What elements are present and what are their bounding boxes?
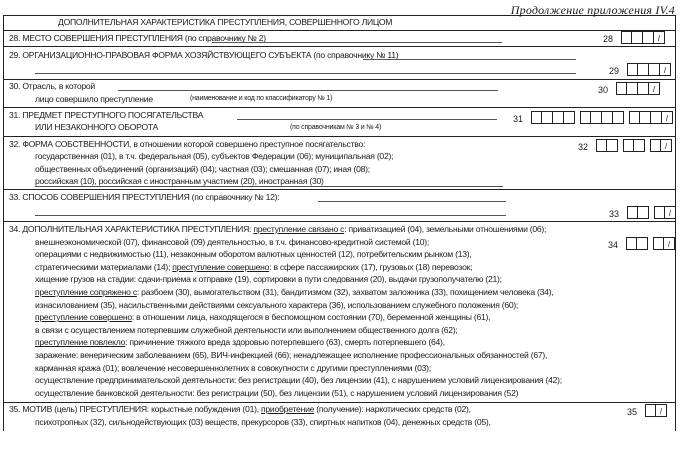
field-33-input[interactable] — [318, 201, 506, 202]
code-cell[interactable] — [626, 237, 637, 250]
text-segment: 34. ДОПОЛНИТЕЛЬНАЯ ХАРАКТЕРИСТИКА ПРЕСТУПЛЕНИЯ: — [9, 224, 254, 234]
field-30-input[interactable] — [118, 90, 498, 91]
code-cell-group[interactable] — [654, 206, 676, 219]
divider — [3, 15, 676, 16]
text-segment: стратегическими материалами (14); — [35, 261, 173, 272]
code-cell[interactable] — [591, 111, 602, 124]
code-cell[interactable]: / — [649, 82, 660, 95]
f32-line — [35, 164, 370, 175]
code-cell[interactable] — [649, 63, 660, 76]
field-28-code[interactable] — [603, 31, 665, 44]
code-cell[interactable] — [653, 237, 664, 250]
field-31-label: 31. ПРЕДМЕТ ПРЕСТУПНОГО ПОСЯГАТЕЛЬСТВА — [9, 110, 204, 120]
code-cell[interactable] — [553, 111, 564, 124]
code-number: 28 — [603, 34, 614, 44]
code-cell-group[interactable] — [596, 139, 618, 152]
code-number: 29 — [609, 66, 620, 76]
code-cell-group[interactable] — [645, 404, 667, 417]
code-cell[interactable] — [651, 111, 662, 124]
field-34-code[interactable] — [608, 237, 675, 250]
code-number: 32 — [578, 142, 589, 152]
code-cell[interactable] — [638, 82, 649, 95]
code-cell[interactable]: / — [664, 237, 675, 250]
code-cell[interactable] — [602, 111, 613, 124]
code-cell[interactable]: / — [654, 31, 665, 44]
field-28-input[interactable] — [212, 42, 502, 43]
frame-right — [675, 15, 676, 431]
divider — [3, 402, 676, 403]
field-33-input-2[interactable] — [35, 215, 506, 216]
field-30-code[interactable] — [598, 82, 660, 95]
text-segment: : разбоем (30), вымогательством (31), бандитизмом (32), захватом заложника (33), похищением человека (34), — [136, 287, 554, 297]
f35-line — [35, 417, 491, 428]
code-cell[interactable] — [645, 404, 656, 417]
code-cell[interactable] — [607, 139, 618, 152]
f34-line — [9, 224, 546, 235]
underlined-heading: преступление повлекло — [35, 337, 126, 348]
f34-line — [35, 325, 458, 336]
code-cell[interactable] — [596, 139, 607, 152]
divider — [3, 136, 676, 137]
code-cell[interactable]: / — [665, 206, 676, 219]
text-segment: : приватизацией (04), земельными отношениями (06); — [344, 224, 547, 234]
code-cell-group[interactable] — [616, 82, 660, 95]
text-segment: в связи с осуществлением потерпевшим служебной деятельности или выполнением общественного долга (62); — [35, 324, 458, 335]
text-segment: 35. МОТИВ (цель) ПРЕСТУПЛЕНИЯ: корыстные побуждения (01), — [9, 404, 261, 414]
code-cell[interactable]: / — [662, 111, 673, 124]
text-segment: 32. ФОРМА СОБСТВЕННОСТИ, в отношении которой совершено преступное посягательство: — [9, 139, 366, 149]
field-28-label: 28. МЕСТО СОВЕРШЕНИЯ ПРЕСТУПЛЕНИЯ (по справочнику № 2) — [9, 33, 266, 43]
code-cell[interactable] — [637, 237, 648, 250]
code-cell[interactable] — [654, 206, 665, 219]
frame-left — [3, 15, 4, 431]
underlined-heading: преступление сопряжено с — [35, 287, 137, 297]
text-segment: : в сфере пассажирских (17), грузовых (18) перевозок; — [269, 261, 473, 272]
underlined-heading: преступление совершено — [35, 312, 132, 323]
text-segment: общественных объединений (организаций) (04); частная (03); смешанная (07); иная (08); — [35, 163, 370, 174]
code-cell[interactable] — [640, 111, 651, 124]
code-cell[interactable] — [621, 31, 632, 44]
field-29-code[interactable] — [609, 63, 671, 76]
field-31-code[interactable] — [513, 111, 673, 124]
code-cell[interactable]: / — [656, 404, 667, 417]
code-cell[interactable] — [629, 111, 640, 124]
f34-line — [35, 249, 472, 260]
code-cell[interactable] — [634, 139, 645, 152]
code-number: 34 — [608, 240, 619, 250]
code-cell[interactable] — [643, 31, 654, 44]
appendix-caption: Продолжение приложения IV.4 — [510, 3, 675, 17]
divider — [3, 79, 676, 80]
code-cell[interactable] — [650, 139, 661, 152]
f34-line — [35, 262, 472, 273]
code-number: 33 — [609, 209, 620, 219]
f35-line — [9, 404, 471, 415]
divider — [3, 221, 676, 222]
code-cell-group[interactable] — [629, 111, 673, 124]
field-35-code[interactable] — [627, 404, 667, 417]
code-cell-group[interactable] — [653, 237, 675, 250]
divider — [3, 30, 676, 31]
field-32-code[interactable] — [578, 139, 672, 152]
text-segment: (получение): наркотических средств (02), — [314, 404, 471, 414]
code-cell[interactable] — [638, 63, 649, 76]
code-cell-group[interactable] — [650, 139, 672, 152]
field-30-label-2: лицо совершило преступление — [35, 94, 153, 104]
text-segment: : в отношении лица, находящегося в беспомощном состоянии (70), беременной женщины (61), — [131, 312, 491, 323]
text-segment: внешнеэкономической (07), финансовой (09) деятельностью, в т.ч. финансово-кредитной системой (10); — [35, 236, 430, 247]
f32-line — [35, 151, 393, 162]
field-30-label: 30. Отрасль, в которой — [9, 81, 95, 91]
field-30-hint: (наименование и код по классификатору № 1) — [190, 95, 333, 102]
text-segment: осуществление предпринимательской деятельности: без регистрации (40), без лицензии (41), с нарушением условий лицензирования (42); — [35, 375, 562, 386]
field-31-input[interactable] — [237, 119, 497, 120]
text-segment: заражение: венерическим заболеванием (65), ВИЧ-инфекцией (66); ненадлежащее исполнение профессиональных обязанностей (67), — [35, 350, 548, 360]
code-cell-group[interactable] — [627, 206, 649, 219]
underlined-heading: приобретение — [261, 404, 315, 414]
underlined-heading: преступление совершено — [172, 261, 270, 272]
code-cell-group[interactable] — [627, 63, 671, 76]
field-31-label-2: ИЛИ НЕЗАКОННОГО ОБОРОТА — [35, 122, 159, 132]
code-cell[interactable] — [542, 111, 553, 124]
field-33-code[interactable] — [609, 206, 676, 219]
text-segment: хищение грузов на стадии: сдачи-приема к отправке (19), сортировки в пути следования (20), выдачи грузополучателю (21); — [35, 274, 502, 285]
code-cell[interactable] — [627, 63, 638, 76]
f34-line — [35, 287, 553, 298]
code-cell-group[interactable] — [623, 139, 645, 152]
code-cell[interactable] — [616, 82, 627, 95]
text-segment: психотропных (32), сильнодействующих (03) веществ, прекурсоров (33), спиртных напитков (04), денежных средств (05), — [35, 417, 491, 427]
field-29-input[interactable] — [363, 59, 576, 60]
section-title: ДОПОЛНИТЕЛЬНАЯ ХАРАКТЕРИСТИКА ПРЕСТУПЛЕНИЯ, СОВЕРШЕННОГО ЛИЦОМ — [58, 17, 393, 27]
f34-line — [35, 237, 429, 248]
text-segment: : причинение тяжкого вреда здоровью потерпевшего (63), смерть потерпевшего (64), — [125, 337, 445, 348]
f34-line — [35, 337, 445, 348]
text-segment: осуществление банковской деятельности: без регистрации (50), без лицензии (51), с нарушением условий лицензирования (52) — [35, 387, 519, 398]
code-cell[interactable]: / — [660, 63, 671, 76]
divider — [3, 107, 676, 108]
field-29-label: 29. ОРГАНИЗАЦИОННО-ПРАВОВАЯ ФОРМА ХОЗЯЙСТВУЮЩЕГО СУБЪЕКТА (по справочнику № 11) — [9, 50, 399, 60]
code-cell-group[interactable] — [621, 31, 665, 44]
code-number: 31 — [513, 114, 524, 124]
field-29-input-2[interactable] — [35, 73, 576, 74]
text-segment: государственная (01), в т.ч. федеральная (05), субъектов Федерации (06); муниципальная (02); — [35, 151, 394, 162]
text-segment: операциями с недвижимостью (11), незаконным оборотом валютных ценностей (12), потребительским рынком (13), — [35, 249, 472, 260]
code-cell[interactable] — [638, 206, 649, 219]
field-32-underline — [35, 186, 503, 187]
divider — [3, 189, 676, 190]
f34-line — [35, 375, 562, 386]
f32-line — [9, 139, 365, 150]
code-number: 35 — [627, 407, 638, 417]
f34-line — [35, 312, 490, 323]
code-cell[interactable] — [531, 111, 542, 124]
code-cell[interactable] — [623, 139, 634, 152]
code-cell[interactable] — [613, 111, 624, 124]
code-cell[interactable] — [632, 31, 643, 44]
code-cell[interactable]: / — [661, 139, 672, 152]
code-cell-group[interactable] — [531, 111, 575, 124]
text-segment: карманная кража (01); вовлечение несовершеннолетних в совокупности с другими преступлениями (03); — [35, 362, 431, 373]
divider — [3, 46, 676, 47]
text-segment: изнасилованием (35), насильственными действиями сексуального характера (36), использованием служебного положения (60); — [35, 299, 519, 310]
text-segment: российская (10), российская с иностранным участием (20), иностранная (30) — [35, 175, 324, 186]
code-cell-group[interactable] — [626, 237, 648, 250]
code-number: 30 — [598, 85, 609, 95]
code-cell[interactable] — [564, 111, 575, 124]
underlined-heading: преступление связано с — [253, 224, 345, 234]
f34-line — [35, 300, 518, 311]
f34-line — [35, 350, 547, 361]
f34-line — [35, 363, 431, 374]
code-cell-group[interactable] — [580, 111, 624, 124]
f34-line — [35, 274, 502, 285]
field-33-label: 33. СПОСОБ СОВЕРШЕНИЯ ПРЕСТУПЛЕНИЯ (по справочнику № 12): — [9, 192, 280, 202]
code-cell[interactable] — [627, 206, 638, 219]
code-cell[interactable] — [580, 111, 591, 124]
code-cell[interactable] — [627, 82, 638, 95]
f34-line — [35, 388, 518, 399]
field-31-hint: (по справочникам № 3 и № 4) — [290, 124, 382, 131]
